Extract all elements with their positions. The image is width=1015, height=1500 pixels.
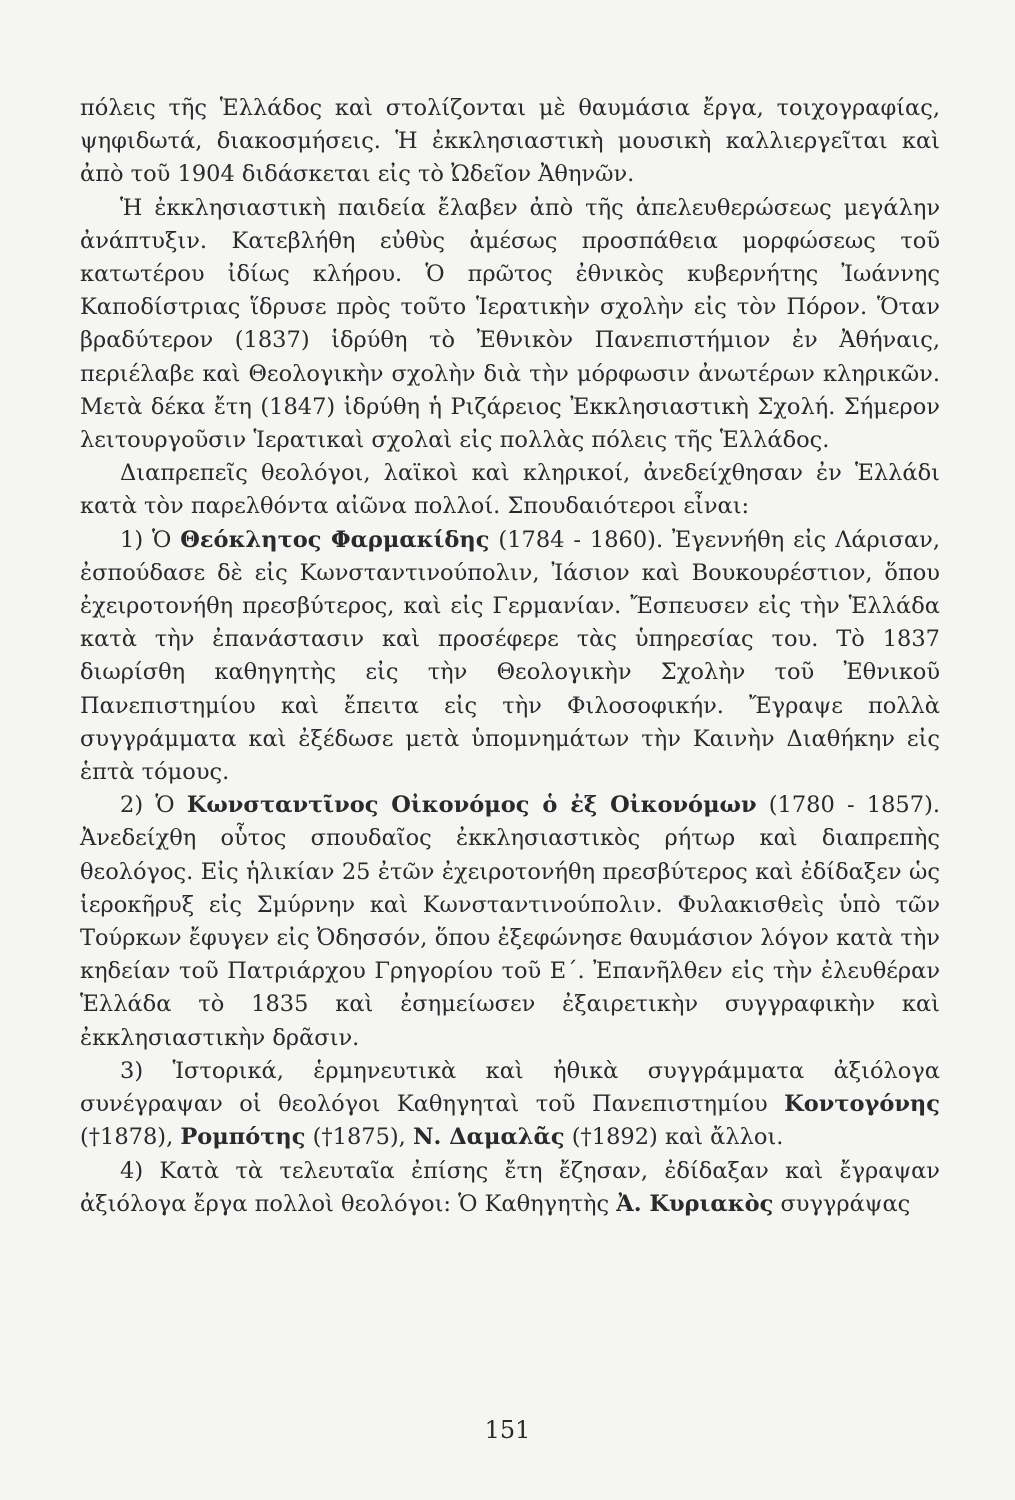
text-run: πόλεις τῆς Ἑλλάδος καὶ στολίζονται μὲ θαυμάσια ἔργα, τοιχογραφίας, ψηφιδωτά, διακοσμήσεις. Ἡ ἐκκλησιαστικὴ μουσικὴ καλλιεργεῖται καὶ ἀπὸ τοῦ 1904 διδάσκεται εἰς τὸ Ὠδεῖον Ἀθηνῶν. — [80, 95, 940, 188]
bold-name: Κοντογόνης — [784, 1091, 940, 1118]
text-run: Ἡ ἐκκλησιαστικὴ παιδεία ἔλαβεν ἀπὸ τῆς ἀπελευθερώσεως μεγάλην ἀνάπτυξιν. Κατεβλήθη εὐθὺς ἀμέσως προσπάθεια μορφώσεως τοῦ κατωτέρου ἰδίως κλήρου. Ὁ πρῶτος ἐθνικὸς κυβερνήτης Ἰωάννης Καποδίστριας ἵδρυσε πρὸς τοῦτο Ἱερατικὴν σχολὴν εἰς τὸν Πόρον. Ὅταν βραδύτερον (1837) ἱδρύθη τὸ Ἐθνικὸν Πανεπιστήμιον ἐν Ἀθήναις, περιέλαβε καὶ Θεολογικὴν σχολὴν διὰ τὴν μόρφωσιν ἀνωτέρων κληρικῶν. Μετὰ δέκα ἔτη (1847) ἱδρύθη ἡ Ριζάρειος Ἐκκλησιαστικὴ Σχολή. Σήμερον λειτουργοῦσιν Ἱερατικαὶ σχολαὶ εἰς πολλὰς πόλεις τῆς Ἑλλάδος. — [80, 194, 940, 454]
text-run: (1784 - 1860). Ἐγεννήθη εἰς Λάρισαν, ἐσπούδασε δὲ εἰς Κωνσταντινούπολιν, Ἰάσιον καὶ Βουκουρέστιον, ὅπου ἐχειροτονήθη πρεσβύτερος, καὶ εἰς Γερμανίαν. Ἔσπευσεν εἰς τὴν Ἑλλάδα κατὰ τὴν ἐπανάστασιν καὶ προσέφερε τὰς ὑπηρεσίας του. Τὸ 1837 διωρίσθη καθηγητὴς εἰς τὴν Θεολογικὴν Σχολὴν τοῦ Ἐθνικοῦ Πανεπιστημίου καὶ ἔπειτα εἰς τὴν Φιλοσοφικήν. Ἔγραψε πολλὰ συγγράμματα καὶ ἐξέδωσε μετὰ ὑπομνημάτων τὴν Καινὴν Διαθήκην εἰς ἑπτὰ τόμους. — [80, 526, 940, 786]
page-number: 151 — [484, 1416, 531, 1444]
paragraph-p3 — [80, 457, 940, 523]
text-run: (†1892) καὶ ἄλλοι. — [564, 1124, 784, 1151]
bold-name: Ἀ. Κυριακὸς — [616, 1190, 774, 1217]
text-run: 1) Ὁ — [120, 526, 181, 553]
text-run: 3) Ἱστορικά, ἑρμηνευτικὰ καὶ ἠθικὰ συγγράμματα ἀξιόλογα συνέγραψαν οἱ θεολόγοι Καθηγηταὶ τοῦ Πανεπιστημίου — [80, 1057, 940, 1118]
body-text — [80, 92, 940, 1221]
paragraph-p7 — [80, 1155, 940, 1221]
text-run: 4) Κατὰ τὰ τελευταῖα ἐπίσης ἔτη ἔζησαν, ἐδίδαξαν καὶ ἔγραψαν ἀξιόλογα ἔργα πολλοὶ θεολόγοι: Ὁ Καθηγητὴς — [80, 1157, 940, 1217]
bold-name: Θεόκλητος Φαρμακίδης — [180, 526, 490, 553]
text-run: 2) Ὁ — [120, 792, 187, 819]
bold-name: Ν. Δαμαλᾶς — [412, 1124, 565, 1151]
paragraph-p2 — [80, 192, 940, 458]
text-run: (1780 - 1857). Ἀνεδείχθη οὗτος σπουδαῖος ἐκκλησιαστικὸς ρήτωρ καὶ διαπρεπὴς θεολόγος. Εἰς ἡλικίαν 25 ἐτῶν ἐχειροτονήθη πρεσβύτερος καὶ ἐδίδαξεν ὡς ἱεροκῆρυξ εἰς Σμύρνην καὶ Κωνσταντινούπολιν. Φυλακισθεὶς ὑπὸ τῶν Τούρκων ἔφυγεν εἰς Ὀδησσόν, ὅπου ἐξεφώνησε θαυμάσιον λόγον κατὰ τὴν κηδείαν τοῦ Πατριάρχου Γρηγορίου τοῦ Ε΄. Ἐπανῆλθεν εἰς τὴν ἐλευθέραν Ἑλλάδα τὸ 1835 καὶ ἐσημείωσεν ἐξαιρετικὴν συγγραφικὴν καὶ ἐκκλησιαστικὴν δρᾶσιν. — [80, 792, 940, 1051]
bold-name: Κωνσταντῖνος Οἰκονόμος ὁ ἐξ Οἰκονόμων — [186, 792, 757, 819]
paragraph-p6 — [80, 1055, 940, 1155]
paragraph-p4 — [80, 524, 940, 790]
text-run: συγγράψας — [773, 1190, 911, 1217]
text-run: (†1875), — [305, 1124, 413, 1151]
text-run: Διαπρεπεῖς θεολόγοι, λαϊκοὶ καὶ κληρικοί, ἀνεδείχθησαν ἐν Ἑλλάδι κατὰ τὸν παρελθόντα αἰῶνα πολλοί. Σπουδαιότεροι εἶναι: — [80, 460, 940, 520]
paragraph-p1 — [80, 92, 940, 192]
text-run: (†1878), — [80, 1124, 181, 1151]
paragraph-p5 — [80, 789, 940, 1055]
bold-name: Ρομπότης — [180, 1124, 306, 1151]
